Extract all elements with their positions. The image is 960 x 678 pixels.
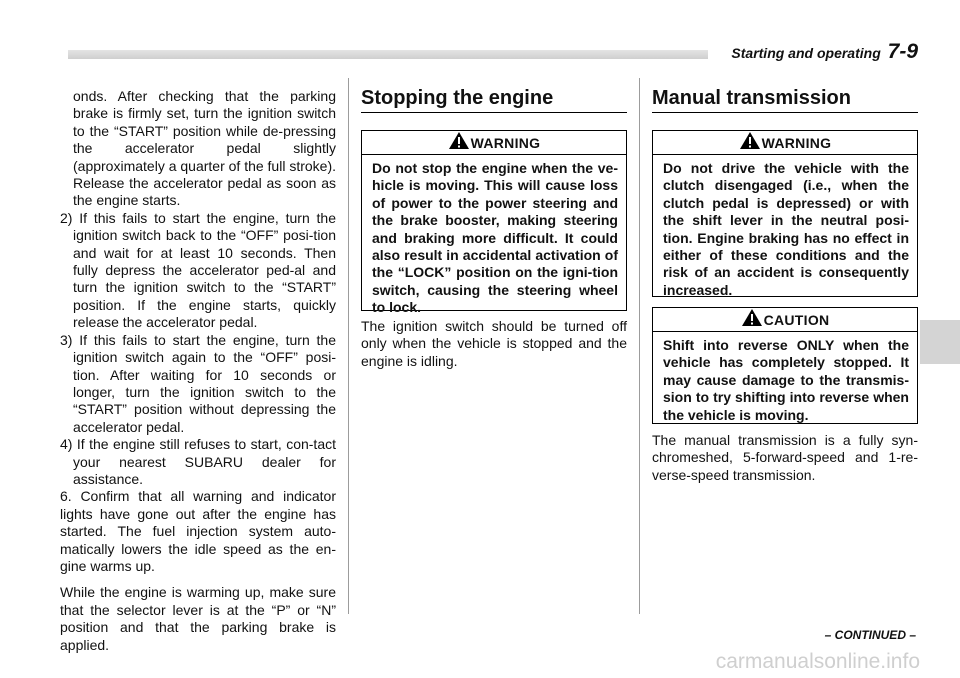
continued-marker: – CONTINUED – <box>824 628 916 642</box>
right-body <box>652 432 918 484</box>
warning-triangle-icon <box>448 131 470 150</box>
title-rule <box>361 112 627 113</box>
warning-triangle-icon <box>739 131 761 150</box>
section-title-manual: Manual transmission <box>652 87 851 109</box>
item-6: 6. Confirm that all warning and indicator lights have gone out after the engine has started. The fuel injection system auto-matically lowers the idle speed as the en-gine warms up. <box>60 488 336 574</box>
section-title-stopping: Stopping the engine <box>361 87 554 109</box>
warning-box: Do not stop the engine when the ve-hicle is moving. This will cause loss of power to the power steering and the brake booster, making steering and braking more difficult. It could also result in accidental activation of the “LOCK” position on the igni-tion switch, causing the steering wheel to lock. <box>361 154 627 311</box>
warning-label: WARNING <box>761 134 832 151</box>
warning-box: Do not drive the vehicle with the clutch disengaged (i.e., when the clutch pedal is depressed) or with the shift lever in the neutral posi-tion. Engine braking has no effect in either of these conditions and the risk of an accident is consequently increased. <box>652 154 918 297</box>
left-column <box>60 88 336 654</box>
watermark: carmanualsonline.info <box>715 650 920 673</box>
title-rule <box>652 112 918 113</box>
header-section-title: Starting and operating <box>731 45 881 61</box>
step-4: 4) If the engine still refuses to start, con-tact your nearest SUBARU dealer for assistance. <box>60 436 336 487</box>
caution-triangle-icon <box>741 308 763 327</box>
chapter-side-tab <box>920 320 960 364</box>
transmission-paragraph: The manual transmission is a fully syn-chromeshed, 5-forward-speed and 1-re-verse-speed transmission. <box>652 432 918 483</box>
step-1-continued: onds. After checking that the parking brake is firmly set, turn the ignition switch to the “START” position while de-pressing the accelerator pedal slightly (approximately a quarter of the full stroke). Release the accelerator pedal as soon as the engine starts. <box>73 88 337 209</box>
ignition-paragraph: The ignition switch should be turned off only when the vehicle is stopped and the engine is idling. <box>361 318 627 369</box>
middle-body <box>361 318 627 370</box>
column-divider-right <box>639 78 640 614</box>
header-bar <box>68 50 708 59</box>
step-3: 3) If this fails to start the engine, turn the ignition switch again to the “OFF” posi-tion. After waiting for 10 seconds or longer, turn the ignition switch to the “START” position without depressing the accelerator pedal. <box>60 331 336 435</box>
warning-heading <box>652 130 918 155</box>
warning-label: WARNING <box>470 134 541 151</box>
page-number: 7-9 <box>887 40 918 63</box>
warning-heading <box>361 130 627 155</box>
running-header <box>731 40 918 64</box>
caution-heading <box>652 307 918 332</box>
column-divider-left <box>348 78 349 614</box>
warmup-paragraph: While the engine is warming up, make sure that the selector lever is at the “P” or “N” position and that the parking brake is applied. <box>60 584 336 653</box>
caution-label: CAUTION <box>763 311 830 328</box>
caution-box: Shift into reverse ONLY when the vehicle has completely stopped. It may cause damage to the transmis-sion to try shifting into reverse when the vehicle is moving. <box>652 331 918 424</box>
step-2: 2) If this fails to start the engine, turn the ignition switch back to the “OFF” posi-tion and wait for at least 10 seconds. Then fully depress the accelerator ped-al and turn the ignition switch to the “START” position. If the engine starts, quickly release the accelerator pedal. <box>60 209 336 331</box>
